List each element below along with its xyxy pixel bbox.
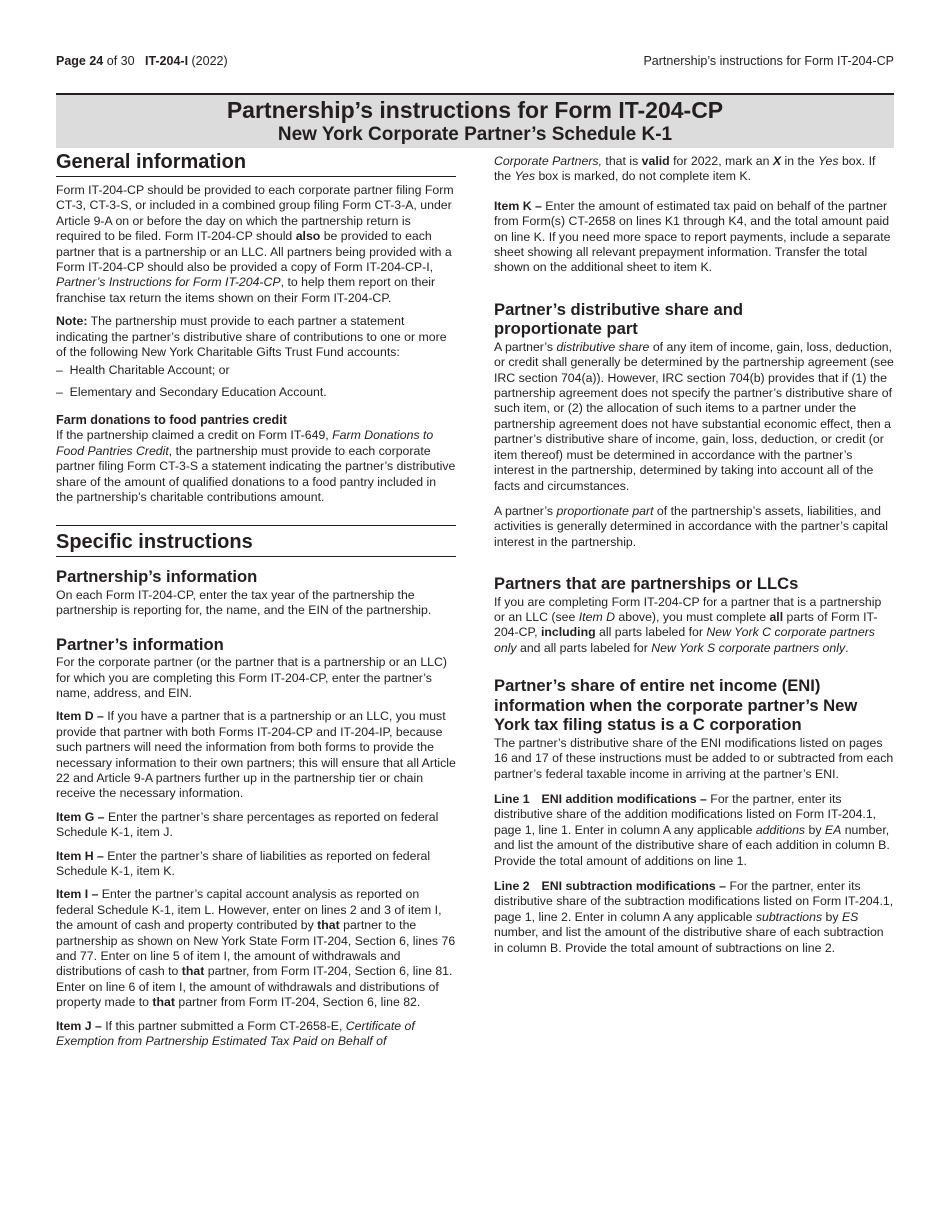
text-run: and all parts labeled for xyxy=(516,640,652,655)
note-paragraph xyxy=(56,314,456,360)
item-d-paragraph xyxy=(56,709,456,801)
text-run: Corporate Partners, xyxy=(494,154,602,168)
text-run: partner to the partnership as shown on New York State Form IT-204, Section 6, lines 76 and 77. Enter on line 5 of item I, the amount of withdrawals and distributions of cash to xyxy=(56,918,456,979)
specific-instructions-heading: Specific instructions xyxy=(56,525,456,557)
line-title: ENI addition modifications – xyxy=(541,791,707,806)
partnership-information-heading: Partnership’s information xyxy=(56,567,258,587)
text-run: The partnership must provide to each partner a statement indicating the partner’s distributive share of contributions to one or more of the following New York Charitable Gifts Trust Fund accounts: xyxy=(56,314,447,360)
text-run: Partner’s Instructions for Form IT-204-CP xyxy=(56,275,281,290)
page-subtitle: New York Corporate Partner’s Schedule K-1 xyxy=(277,124,673,145)
line-2-paragraph xyxy=(494,879,894,956)
partnerships-llcs-paragraph xyxy=(494,595,894,657)
item-i-paragraph xyxy=(56,887,456,1010)
page-number xyxy=(56,54,228,68)
proportionate-part-paragraph xyxy=(494,504,894,550)
text-run: New York S corporate partners only xyxy=(651,640,846,655)
item-j-paragraph-start xyxy=(56,1019,456,1050)
item-label: Item J – xyxy=(56,1018,102,1033)
text-run: Enter the partner’s share of liabilities as reported on federal Schedule K-1, item K. xyxy=(56,848,431,878)
text-run: Enter the amount of estimated tax paid on behalf of the partner from Form(s) CT-2658 on lines K1 through K4, and the total amount paid on line K. If you need more space to report payments, include a separate sheet showing all relevant prepayment information. Transfer the total shown on the additional sheet to item K. xyxy=(494,198,891,275)
text-run: Enter the partner’s share percentages as reported on federal Schedule K-1, item J. xyxy=(56,809,439,840)
text-run: subtractions xyxy=(755,909,823,924)
eni-paragraph: The partner’s distributive share of the ENI modifications listed on pages 16 and 17 of these instructions must be added to or subtracted from each partner’s federal taxable income in arriving at the partner’s ENI. xyxy=(494,735,894,781)
text-run: ES xyxy=(841,909,859,924)
text-run: in the xyxy=(781,154,819,168)
line-1-paragraph xyxy=(494,792,894,869)
text-run: box. If the xyxy=(494,154,876,184)
list-item: – Elementary and Secondary Education Account. xyxy=(56,384,327,399)
text-run: also xyxy=(295,229,321,244)
text-run: Certificate of Exemption from Partnership Estimated Tax Paid on Behalf of xyxy=(56,1018,415,1049)
text-run: all xyxy=(769,610,784,625)
item-h-paragraph xyxy=(56,849,456,880)
text-run: , to help them report on their franchise tax return the items shown on their Form IT-204-CP. xyxy=(56,275,436,305)
text-run: additions xyxy=(755,822,806,837)
page-label: Page 24 xyxy=(56,54,104,68)
title-band xyxy=(56,93,894,148)
general-paragraph xyxy=(56,183,456,306)
text-run: that xyxy=(181,964,205,979)
line-title: ENI subtraction modifications – xyxy=(541,879,727,893)
text-run: all parts labeled for xyxy=(595,625,707,640)
text-run: that is xyxy=(602,154,642,168)
text-run: For the partner, enter its distributive share of the addition modifications listed on Form IT-204.1, page 1, line 1. Enter in column A any applicable xyxy=(494,791,877,837)
eni-heading: Partner’s share of entire net income (ENI) information when the corporate partner’s New York tax filing status is a C corporation xyxy=(494,676,858,735)
item-label: Item I – xyxy=(56,887,99,902)
general-information-heading: General information xyxy=(56,150,456,177)
item-label: Item H – xyxy=(56,848,104,863)
item-label: Item G – xyxy=(56,809,105,824)
partner-information-paragraph: For the corporate partner (or the partner that is a partnership or an LLC) for which you are completing this Form IT-204-CP, enter the partner’s name, address, and EIN. xyxy=(56,655,447,700)
text-run: number, and list the amount of the distributive share of each subtraction in column B. Provide the total amount of subtractions on line 2. xyxy=(494,925,884,955)
text-run: including xyxy=(540,625,596,640)
text-run: , the partnership must provide to each corporate partner filing Form CT-3-S a statement indicating the partner’s distributive share of the amount of qualified donations to a food pantry included in the partnership’s charitable contributions amount. xyxy=(56,443,456,504)
text-run: Item D xyxy=(578,610,615,625)
farm-donations-heading: Farm donations to food pantries credit xyxy=(56,413,287,428)
left-column xyxy=(56,150,456,1057)
text-run: If this partner submitted a Form CT-2658-E, xyxy=(101,1018,346,1033)
text-run: A partner’s xyxy=(494,503,557,518)
item-k-paragraph xyxy=(494,199,894,276)
farm-donations-paragraph xyxy=(56,428,456,505)
distributive-share-heading: Partner’s distributive share and proportionate part xyxy=(494,299,743,339)
page-of: of 30 xyxy=(103,54,135,68)
item-g-paragraph xyxy=(56,810,456,841)
item-label: Item D – xyxy=(56,709,104,724)
partnerships-llcs-heading: Partners that are partnerships or LLCs xyxy=(494,574,799,594)
text-run: by xyxy=(822,909,842,924)
text-run: that xyxy=(317,918,340,933)
text-run: above), you must complete xyxy=(614,610,770,625)
text-run: of any item of income, gain, loss, deduction, or credit shall generally be determined by the partnership agreement (see IRC section 704(a)). However, IRC section 704(b) provides that if (1) the partnership agreement does not specify the partner’s distributive share of such item, or (2) the allocation of such items to a partner under the partnership agreement does not have substantial economic effect, then a partner’s distributive share of income, gain, loss, deduction, or credit (or item thereof) must be determined in accordance with the partner’s interest in the partnership, determined by taking into account all of the facts and circumstances. xyxy=(494,339,894,493)
text-run: Form IT-204-CP should be provided to each corporate partner filing Form CT-3, CT-3-S, or included in a combined group filing Form CT-3-A, under Article 9-A on or before the day on which the partnership return is required to be filed. Form IT-204-CP should xyxy=(56,183,454,244)
item-label: Item K – xyxy=(494,198,542,213)
text-run: proportionate part xyxy=(556,503,654,518)
text-run: partner from Form IT-204, Section 6, line 82. xyxy=(174,995,421,1010)
text-run: parts of Form IT-204-CP, xyxy=(494,610,878,640)
text-run: If the partnership claimed a credit on Form IT-649, xyxy=(56,428,333,443)
text-run: Farm Donations to Food Pantries Credit xyxy=(56,428,434,458)
line-label: Line 2 xyxy=(494,879,530,893)
page-title: Partnership’s instructions for Form IT-204-CP xyxy=(226,97,724,123)
text-run: of the partnership’s assets, liabilities, and activities is generally determined in accordance with the partner’s capital interest in the partnership. xyxy=(494,503,888,549)
text-run: for 2022, mark an xyxy=(669,154,773,168)
text-run: X xyxy=(772,154,782,168)
partnership-information-paragraph: On each Form IT-204-CP, enter the tax year of the partnership the partnership is reporting for, the name, and the EIN of the partnership. xyxy=(56,587,432,618)
distributive-share-paragraph xyxy=(494,340,894,494)
text-run: partner, from Form IT-204, Section 6, line 81. Enter on line 6 of item I, the amount of withdrawals and distributions of property made to xyxy=(56,964,453,1010)
running-header-title: Partnership’s instructions for Form IT-204-CP xyxy=(643,54,894,68)
text-run: number, and list the amount of the distributive share of each addition in column B. Provide the total amount of additions on line 1. xyxy=(494,822,890,868)
text-run: that xyxy=(152,995,175,1010)
form-id: IT-204-I xyxy=(144,54,189,68)
text-run: be provided to each partner that is a partnership or an LLC. All partners being provided with a Form IT-204-CP should also be provided a copy of Form IT-204-CP-I, xyxy=(56,229,452,275)
partner-information-heading: Partner’s information xyxy=(56,634,224,654)
text-run: valid xyxy=(641,154,670,168)
item-j-paragraph-continued xyxy=(494,154,894,185)
text-run: Yes xyxy=(818,154,839,168)
running-header xyxy=(56,54,894,70)
text-run: A partner’s xyxy=(494,339,557,354)
right-column xyxy=(494,150,894,964)
text-run: Enter the partner’s capital account analysis as reported on federal Schedule K-1, item L. However, enter on lines 2 and 3 of item I, the amount of cash and property contributed by xyxy=(56,887,442,933)
note-label: Note: xyxy=(56,314,88,329)
text-run: New York C corporate partners only xyxy=(494,625,875,655)
form-year: (2022) xyxy=(188,54,228,68)
text-run: If you are completing Form IT-204-CP for a partner that is a partnership or an LLC (see xyxy=(494,594,882,625)
text-run: EA xyxy=(824,822,842,837)
list-item: – Health Charitable Account; or xyxy=(56,363,230,378)
text-run: For the partner, enter its distributive share of the subtraction modifications listed on Form IT-204.1, page 1, line 2. Enter in column A any applicable xyxy=(494,879,894,924)
text-run: by xyxy=(805,822,825,837)
text-run: Yes xyxy=(514,169,536,184)
text-run: box is marked, do not complete item K. xyxy=(535,169,752,184)
text-run: distributive share xyxy=(556,339,650,354)
line-label: Line 1 xyxy=(494,791,530,806)
text-run: If you have a partner that is a partnership or an LLC, you must provide that partner with both Forms IT-204-CP and IT-204-IP, because such partners will need the information from both forms to provide the necessary information to their own partners; this will ensure that all Article 22 and Article 9-A partners further up in the partnership tier or chain receive the necessary information. xyxy=(56,709,456,801)
text-run: . xyxy=(845,640,849,655)
